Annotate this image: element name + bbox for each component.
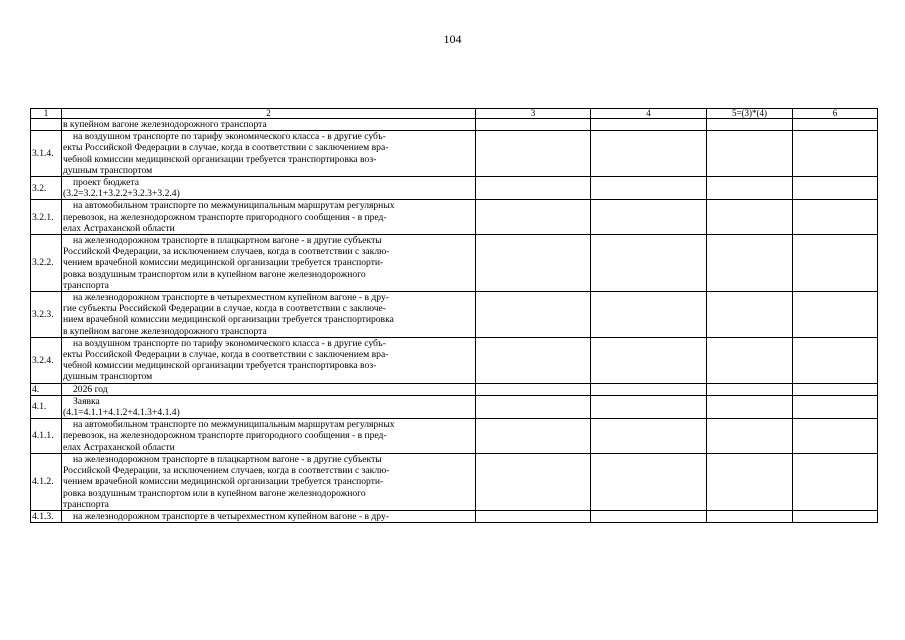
table-row [31,235,878,292]
description-line: чебной комиссии медицинской организации требуется транспортировка воз- [63,153,377,165]
description-line: на железнодорожном транспорте в плацкартном вагоне - в другие субъекты [73,235,382,247]
value-cell [793,200,878,235]
value-cell [591,337,707,383]
value-cell [707,119,793,131]
value-cell [591,131,707,177]
row-description [62,131,476,177]
header-cell: 2 [62,109,476,119]
description-line: на воздушном транспорте по тарифу экономического класса - в другие субъ- [73,131,386,143]
value-cell [793,131,878,177]
header-cell: 1 [31,109,62,119]
table-row [31,419,878,454]
row-number: 4.1.1. [31,419,62,454]
value-cell [707,200,793,235]
description-line: елах Астраханской области [63,441,175,453]
row-number [31,119,62,131]
description-line: проект бюджета [73,177,139,189]
row-number: 3.2.3. [31,292,62,338]
row-description [62,453,476,510]
value-cell [793,177,878,200]
value-cell [707,453,793,510]
value-cell [707,131,793,177]
description-line: перевозок, на железнодорожном транспорте пригородного сообщения - в пред- [63,211,387,223]
value-cell [591,200,707,235]
row-description [62,395,476,418]
description-line: в купейном вагоне железнодорожного транспорта [63,119,267,130]
description-line: ровка воздушным транспортом или в купейном вагоне железнодорожного [63,487,366,499]
description-line: транспорта [63,498,109,510]
row-description [62,177,476,200]
value-cell [476,131,591,177]
table-row [31,200,878,235]
table-row [31,177,878,200]
value-cell [707,395,793,418]
value-cell [476,119,591,131]
value-cell [476,383,591,395]
description-line: чебной комиссии медицинской организации требуется транспортировка воз- [63,360,377,372]
row-description [62,119,476,131]
row-number: 4.1.3. [31,510,62,522]
row-number: 3.2.2. [31,235,62,292]
row-number: 3.2.4. [31,337,62,383]
header-cell: 5=(3)*(4) [707,109,793,119]
header-cell: 4 [591,109,707,119]
value-cell [707,383,793,395]
description-line: екты Российской Федерации в случае, когда в соответствии с заключением вра- [63,349,389,361]
description-line: гие субъекты Российской Федерации в случае, когда в соответствии с заключе- [63,303,386,315]
description-line: ровка воздушным транспортом или в купейном вагоне железнодорожного [63,268,366,280]
value-cell [707,419,793,454]
description-line: (4.1=4.1.1+4.1.2+4.1.3+4.1.4) [63,407,180,419]
value-cell [591,419,707,454]
row-description [62,337,476,383]
description-line: душным транспортом [63,164,153,176]
value-cell [793,337,878,383]
description-line: Российской Федерации, за исключением случаев, когда в соответствии с заклю- [63,465,390,477]
description-line: транспорта [63,279,109,291]
value-cell [591,383,707,395]
description-line: на железнодорожном транспорте в плацкартном вагоне - в другие субъекты [73,453,382,465]
value-cell [476,419,591,454]
value-cell [476,177,591,200]
row-description [62,292,476,338]
data-table [30,108,878,523]
table-row [31,119,878,131]
value-cell [476,510,591,522]
description-line: (3.2=3.2.1+3.2.2+3.2.3+3.2.4) [63,188,180,200]
row-number: 4. [31,383,62,395]
description-line: Заявка [73,395,100,407]
row-description [62,510,476,522]
value-cell [476,200,591,235]
row-number: 3.2.1. [31,200,62,235]
row-number: 4.1.2. [31,453,62,510]
row-number: 3.2. [31,177,62,200]
value-cell [476,453,591,510]
value-cell [793,510,878,522]
description-line: в купейном вагоне железнодорожного транспорта [63,325,267,337]
table-row [31,337,878,383]
value-cell [793,235,878,292]
description-line: нием врачебной комиссии медицинской организации требуется транспортировка [63,314,394,326]
description-line: на железнодорожном транспорте в четырехместном купейном вагоне - в дру- [73,510,389,522]
value-cell [793,395,878,418]
value-cell [793,453,878,510]
description-line: 2026 год [73,383,108,395]
description-line: на автомобильном транспорте по межмуниципальным маршрутам регулярных [73,419,395,431]
value-cell [476,395,591,418]
description-line: перевозок, на железнодорожном транспорте пригородного сообщения - в пред- [63,430,387,442]
table-row [31,395,878,418]
description-line: на воздушном транспорте по тарифу экономического класса - в другие субъ- [73,337,386,349]
page-number: 104 [443,32,462,46]
description-line: екты Российской Федерации в случае, когда в соответствии с заключением вра- [63,142,389,154]
value-cell [707,337,793,383]
row-description [62,383,476,395]
value-cell [476,337,591,383]
value-cell [591,395,707,418]
value-cell [793,119,878,131]
description-line: чением врачебной комиссии медицинской организации требуется транспорти- [63,257,384,269]
description-line: душным транспортом [63,371,153,383]
row-number: 3.1.4. [31,131,62,177]
value-cell [707,292,793,338]
value-cell [707,177,793,200]
value-cell [793,419,878,454]
table-row [31,383,878,395]
value-cell [476,292,591,338]
row-description [62,419,476,454]
value-cell [591,292,707,338]
table-row [31,453,878,510]
table-row [31,131,878,177]
row-description [62,200,476,235]
value-cell [793,292,878,338]
header-cell: 6 [793,109,878,119]
value-cell [476,235,591,292]
header-row [31,109,878,119]
row-description [62,235,476,292]
row-number: 4.1. [31,395,62,418]
value-cell [707,235,793,292]
description-line: на железнодорожном транспорте в четырехместном купейном вагоне - в дру- [73,292,389,304]
description-line: Российской Федерации, за исключением случаев, когда в соответствии с заклю- [63,246,390,258]
value-cell [707,510,793,522]
description-line: елах Астраханской области [63,222,175,234]
value-cell [591,453,707,510]
header-cell: 3 [476,109,591,119]
table-row [31,510,878,522]
description-line: чением врачебной комиссии медицинской организации требуется транспорти- [63,476,384,488]
value-cell [793,383,878,395]
description-line: на автомобильном транспорте по межмуниципальным маршрутам регулярных [73,200,395,212]
value-cell [591,235,707,292]
value-cell [591,510,707,522]
value-cell [591,177,707,200]
value-cell [591,119,707,131]
table-row [31,292,878,338]
